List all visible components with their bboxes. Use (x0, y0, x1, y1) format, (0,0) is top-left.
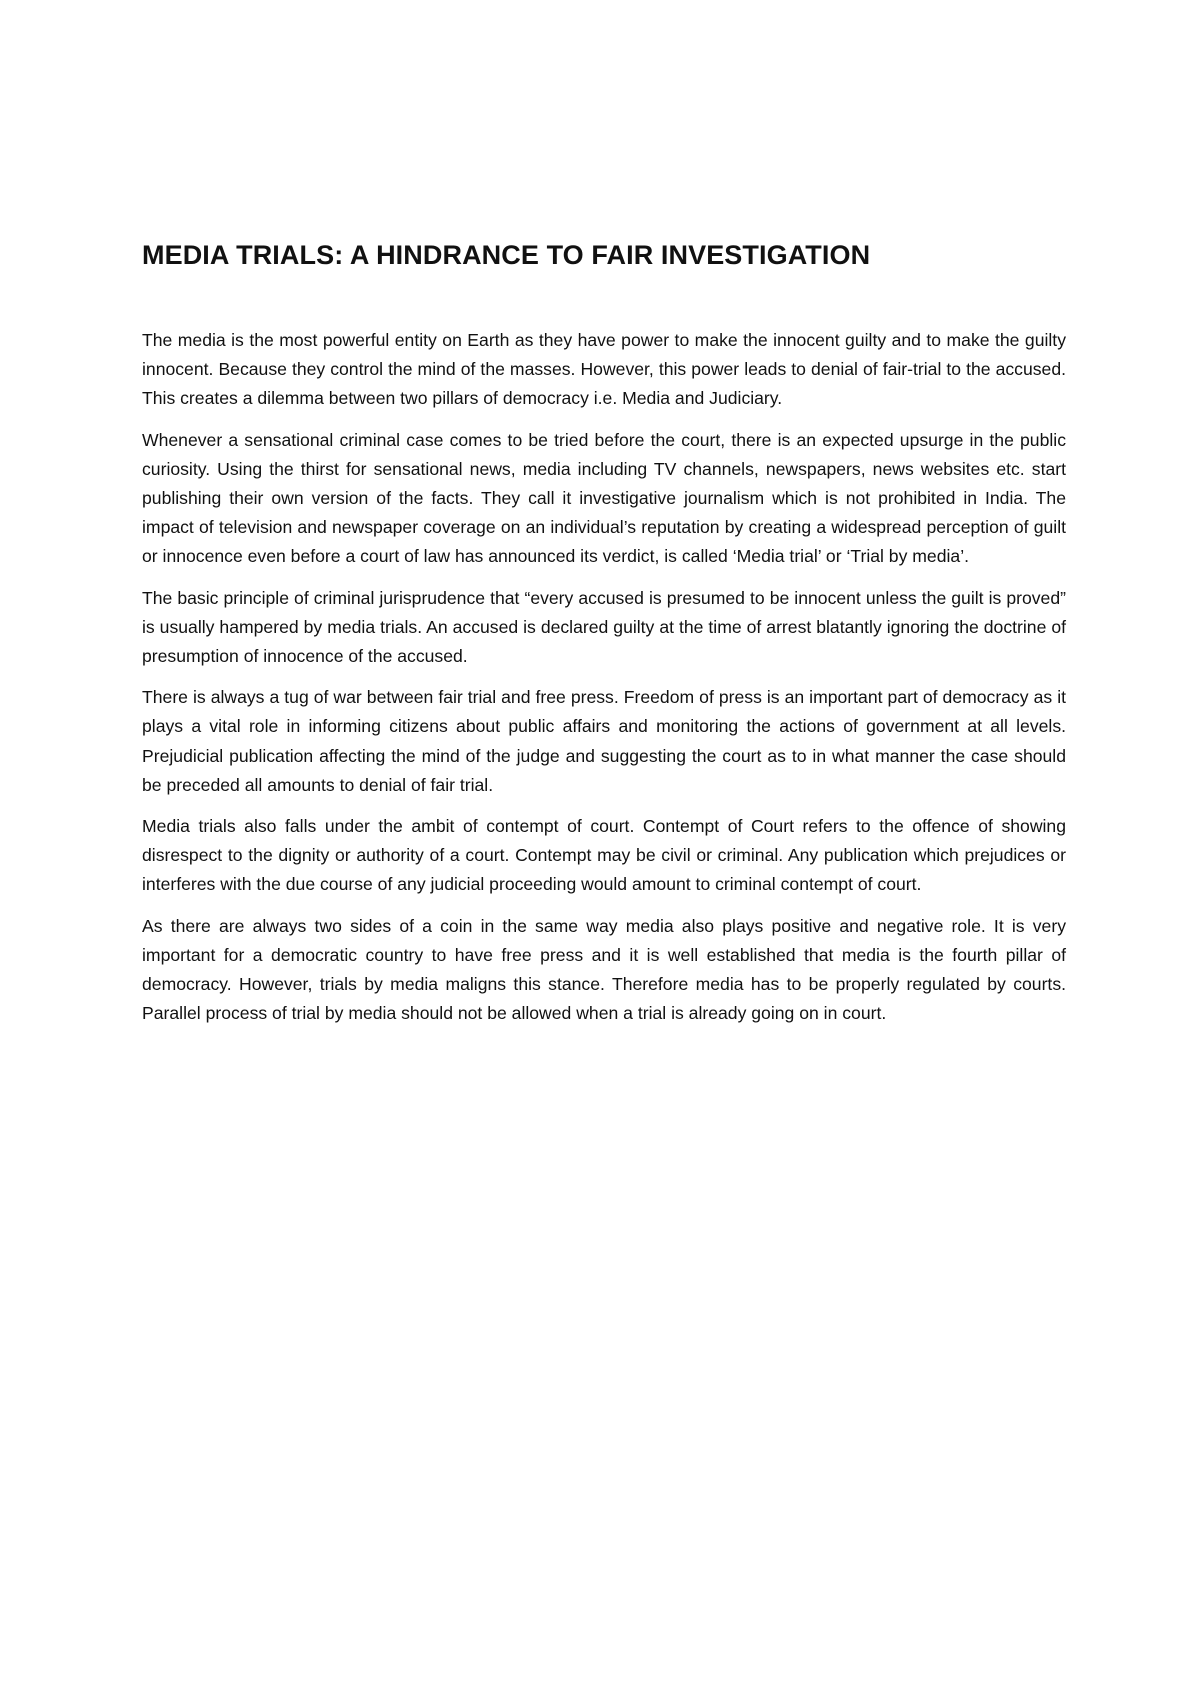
document-body (142, 326, 1066, 1028)
paragraph-fair-trial-vs-free-press: There is always a tug of war between fair trial and free press. Freedom of press is an important part of democracy as it plays a vital role in informing citizens about public affairs and monitoring the actions of government at all levels. Prejudicial publication affecting the mind of the judge and suggesting the court as to in what manner the case should be preceded all amounts to denial of fair trial. (142, 687, 1066, 795)
paragraph-presumption-of-innocence: The basic principle of criminal jurisprudence that “every accused is presumed to be innocent unless the guilt is proved” is usually hampered by media trials. An accused is declared guilty at the time of arrest blatantly ignoring the doctrine of presumption of innocence of the accused. (142, 587, 1066, 667)
document-title: MEDIA TRIALS: A HINDRANCE TO FAIR INVESTIGATION (142, 240, 871, 270)
paragraph-conclusion: As there are always two sides of a coin in the same way media also plays positive and negative role. It is very important for a democratic country to have free press and it is well established that media is the fourth pillar of democracy. However, trials by media maligns this stance. Therefore media has to be properly regulated by courts. Parallel process of trial by media should not be allowed when a trial is already going on in court. (142, 915, 1066, 1024)
paragraph-intro: The media is the most powerful entity on Earth as they have power to make the innocent guilty and to make the guilty innocent. Because they control the mind of the masses. However, this power leads to denial of fair-trial to the accused. This creates a dilemma between two pillars of democracy i.e. Media and Judiciary. (142, 330, 1066, 409)
document-content (142, 236, 1066, 1040)
paragraph-contempt-of-court: Media trials also falls under the ambit of contempt of court. Contempt of Court refers to the offence of showing disrespect to the dignity or authority of a court. Contempt may be civil or criminal. Any publication which prejudices or interferes with the due course of any judicial proceeding would amount to criminal contempt of court. (142, 816, 1066, 895)
paragraph-media-trial-definition: Whenever a sensational criminal case comes to be tried before the court, there is an expected upsurge in the public curiosity. Using the thirst for sensational news, media including TV channels, newspapers, news websites etc. start publishing their own version of the facts. They call it investigative journalism which is not prohibited in India. The impact of television and newspaper coverage on an individual’s reputation by creating a widespread perception of guilt or innocence even before a court of law has announced its verdict, is called ‘Media trial’ or ‘Trial by media’. (142, 429, 1066, 567)
